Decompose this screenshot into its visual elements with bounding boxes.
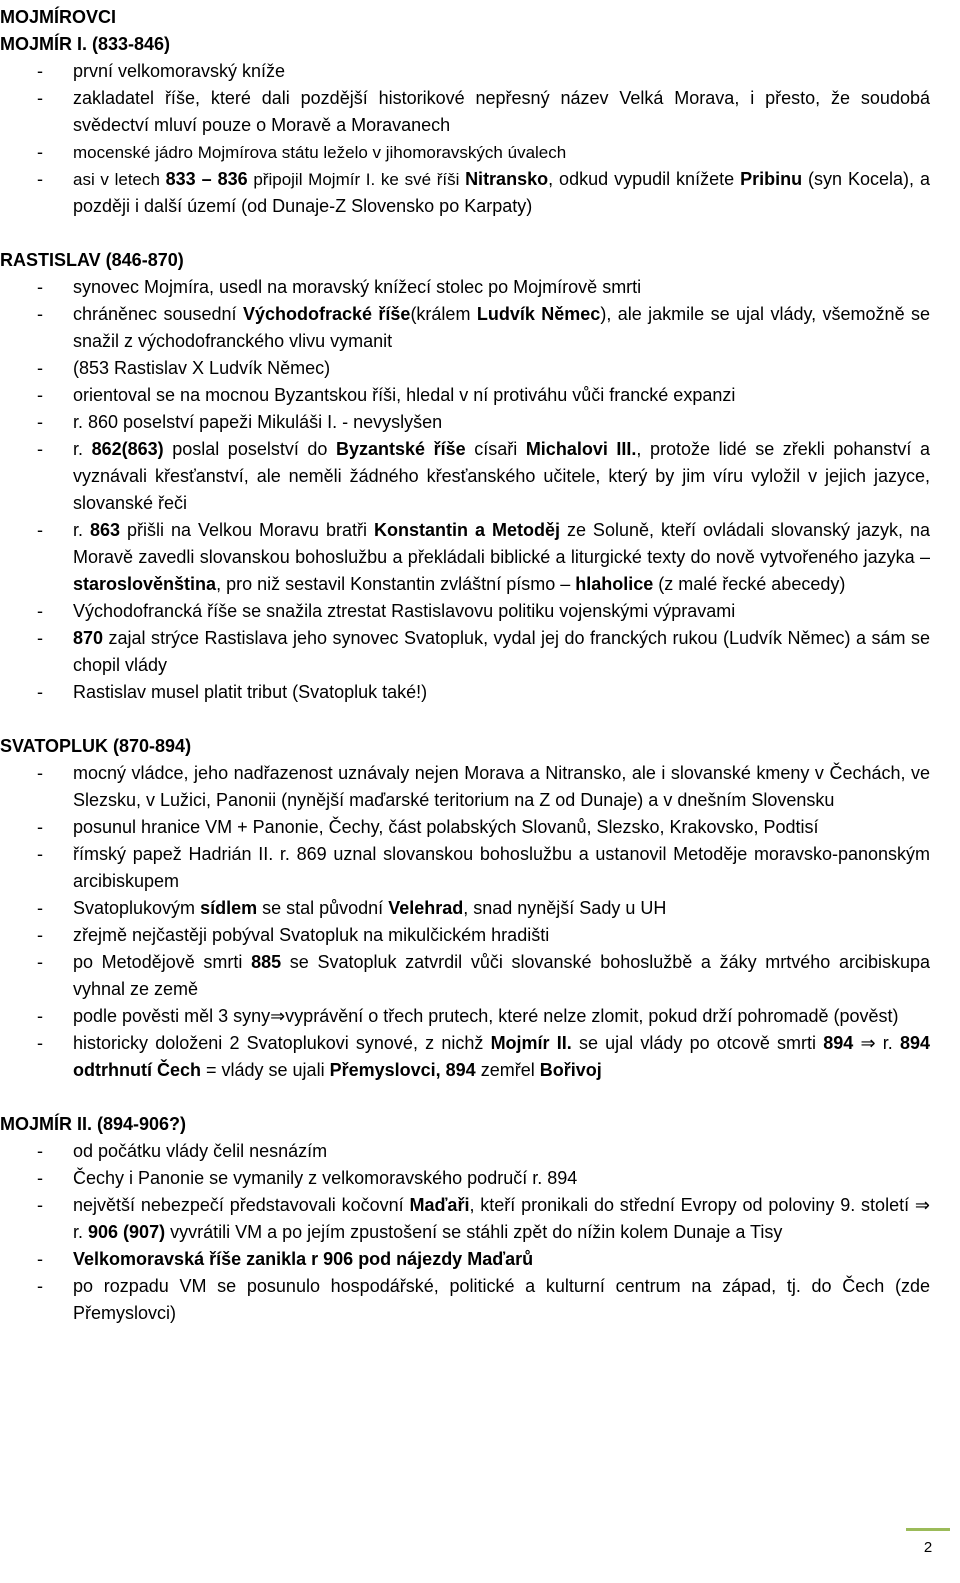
text-run: první velkomoravský kníže [73, 61, 286, 81]
text-run: posunul hranice VM + Panonie, Čechy, část polabských Slovanů, Slezsko, Krakovsko, Podtisí [73, 817, 819, 837]
text-run: r. 860 poselství papeži Mikuláši I. - nevyslyšen [73, 412, 443, 432]
bold-text: Přemyslovci, 894 [329, 1060, 476, 1080]
text-run: císaři [465, 439, 526, 459]
text-run: poslal poselství do [163, 439, 337, 459]
section [0, 1111, 930, 1327]
bullet-dash: - [37, 412, 43, 432]
list-item [0, 382, 930, 409]
bold-text: Byzantské říše [336, 439, 466, 459]
text-run: synovec Mojmíra, usedl na moravský knížecí stolec po Mojmírově smrti [73, 277, 642, 297]
bullet-dash: - [37, 898, 43, 918]
document-content [0, 4, 930, 1327]
bullet-list [0, 58, 930, 220]
bullet-dash: - [37, 358, 43, 378]
text-run: přišli na Velkou Moravu bratři [120, 520, 374, 540]
text-run: , pro niž sestavil Konstantin zvláštní písmo – [216, 574, 576, 594]
bold-text: Mojmír II. [490, 1033, 572, 1053]
bullet-dash: - [37, 925, 43, 945]
bullet-dash: - [37, 385, 43, 405]
text-run: ze Soluně, kteří ovládali slovanský jazyk, na Moravě zavedli slovanskou bohoslužbu a překládali biblické a liturgické texty do nově vytvořeného jazyka – [73, 520, 930, 567]
text-run: ⇒ r. [853, 1033, 900, 1053]
list-item [0, 517, 930, 598]
bold-text: 863 [89, 520, 121, 540]
list-item [0, 1165, 930, 1192]
section [0, 31, 930, 220]
text-run: ), ale jakmile se ujal vlády, všemožně se snažil z východofranckého vlivu vymanit [73, 304, 930, 351]
list-item [0, 58, 930, 85]
bullet-dash: - [37, 1276, 43, 1296]
list-item [0, 1273, 930, 1327]
list-item [0, 274, 930, 301]
list-item [0, 625, 930, 679]
bullet-list [0, 274, 930, 706]
bold-text: Pribinu [740, 169, 803, 189]
bold-text: Ludvík Němec [476, 304, 601, 324]
text-run: se Svatopluk zatvrdil vůči slovanské bohoslužbě a žáky mrtvého arcibiskupa vyhnal ze země [73, 952, 930, 999]
bold-text: staroslověnština [73, 574, 217, 594]
section [0, 247, 930, 706]
list-item [0, 85, 930, 139]
bullet-dash: - [37, 304, 43, 324]
bullet-dash: - [37, 1033, 43, 1053]
text-run: od počátku vlády čelil nesnázím [73, 1141, 328, 1161]
text-run: (853 Rastislav X Ludvík Němec) [73, 358, 331, 378]
bullet-dash: - [37, 817, 43, 837]
text-run: Čechy i Panonie se vymanily z velkomoravského područí r. 894 [73, 1168, 578, 1188]
bullet-dash: - [37, 277, 43, 297]
text-run: zřejmě nejčastěji pobýval Svatopluk na mikulčickém hradišti [73, 925, 550, 945]
bold-text: 894 odtrhnutí Čech [73, 1033, 930, 1080]
list-item [0, 814, 930, 841]
list-item [0, 139, 930, 166]
list-item [0, 355, 930, 382]
text-run: po rozpadu VM se posunulo hospodářské, politické a kulturní centrum na západ, tj. do Čech (zde Přemyslovci) [73, 1276, 930, 1323]
list-item [0, 166, 930, 220]
list-item [0, 598, 930, 625]
bold-text: Východofracké říše [242, 304, 411, 324]
bullet-dash: - [37, 1195, 43, 1215]
text-run: zakladatel říše, které dali pozdější historikové nepřesný název Velká Morava, i přesto, že soudobá svědectví mluví pouze o Moravě a Moravanech [73, 88, 930, 135]
bold-text: 862(863) [91, 439, 164, 459]
bullet-dash: - [37, 682, 43, 702]
text-run: chráněnec sousední [73, 304, 243, 324]
bullet-dash: - [37, 844, 43, 864]
section-heading: MOJMÍR I. (833-846) [0, 34, 171, 54]
list-item [0, 1030, 930, 1084]
bold-text: 870 [73, 628, 104, 648]
bullet-dash: - [37, 520, 43, 540]
bullet-dash: - [37, 628, 43, 648]
bold-text: Velehrad [388, 898, 464, 918]
section-heading: MOJMÍR II. (894-906?) [0, 1114, 187, 1134]
bold-text: sídlem [200, 898, 258, 918]
text-run: zemřel [475, 1060, 540, 1080]
bold-text: 906 (907) [88, 1222, 166, 1242]
text-run: (králem [410, 304, 477, 324]
text-run: největší nebezpečí představovali kočovní [73, 1195, 410, 1215]
bold-text: Maďaři [409, 1195, 470, 1215]
bold-text: 885 [251, 952, 282, 972]
text-run: r. [73, 520, 90, 540]
section-heading: SVATOPLUK (870-894) [0, 736, 192, 756]
text-run: , kteří pronikali do střední Evropy od poloviny 9. století ⇒ r. [73, 1195, 930, 1242]
text-run: Východofrancká říše se snažila ztrestat Rastislavovu politiku vojenskými výpravami [73, 601, 736, 621]
text-run: vyvrátili VM a po jejím zpustošení se stáhli zpět do nížin kolem Dunaje a Tisy [165, 1222, 783, 1242]
list-item [0, 409, 930, 436]
text-run: mocenské jádro Mojmírova státu leželo v jihomoravských úvalech [73, 143, 567, 162]
bullet-dash: - [37, 763, 43, 783]
bullet-dash: - [37, 1249, 43, 1269]
text-run: (syn Kocela), a později i další území (od Dunaje-Z Slovensko po Karpaty) [73, 169, 930, 216]
text-run: Svatoplukovým [73, 898, 201, 918]
bullet-dash: - [37, 88, 43, 108]
text-run: římský papež Hadrián II. r. 869 uznal slovanskou bohoslužbu a ustanovil Metoděje moravsko-panonským arcibiskupem [73, 844, 930, 891]
bold-text: Nitransko [465, 169, 549, 189]
bullet-dash: - [37, 439, 43, 459]
page-number: 2 [906, 1528, 950, 1573]
list-item [0, 1138, 930, 1165]
list-item [0, 436, 930, 517]
text-run: = vlády se ujali [201, 1060, 330, 1080]
text-run: asi v letech [73, 170, 166, 189]
bullet-dash: - [37, 169, 43, 189]
text-run: , odkud vypudil knížete [548, 169, 741, 189]
list-item [0, 895, 930, 922]
bold-text: hlaholice [575, 574, 654, 594]
bullet-dash: - [37, 1006, 43, 1026]
list-item [0, 1003, 930, 1030]
text-run: mocný vládce, jeho nadřazenost uznávaly nejen Morava a Nitransko, ale i slovanské kmeny v Čechách, ve Slezsku, v Lužici, Panonii (nynější maďarské teritorium na Z od Dunaje) a v dnešním Slovensku [73, 763, 930, 810]
bullet-dash: - [37, 61, 43, 81]
list-item [0, 949, 930, 1003]
bullet-dash: - [37, 601, 43, 621]
bullet-dash: - [37, 142, 43, 162]
list-item [0, 760, 930, 814]
text-run: orientoval se na mocnou Byzantskou říši, hledal v ní protiváhu vůči francké expanzi [73, 385, 736, 405]
text-run: , protože lidé se zřekli pohanství a vyznávali křesťanství, ale neměli žádného křesťanského učitele, který by jim víru vyložil v jejich jazyce, slovanské řeči [73, 439, 930, 513]
bold-text: 833 – 836 [165, 169, 248, 189]
bold-text: Konstantin a Metoděj [374, 520, 560, 540]
text-run: zajal strýce Rastislava jeho synovec Svatopluk, vydal jej do franckých rukou (Ludvík Němec) a sám se chopil vlády [73, 628, 930, 675]
text-run: připojil Mojmír I. ke své říši [247, 170, 466, 189]
list-item [0, 1192, 930, 1246]
bold-text: Michalovi III. [525, 439, 637, 459]
text-run: , snad nynější Sady u UH [463, 898, 667, 918]
bullet-dash: - [37, 952, 43, 972]
list-item [0, 841, 930, 895]
text-run: r. [73, 439, 92, 459]
bullet-list [0, 760, 930, 1084]
list-item [0, 679, 930, 706]
list-item [0, 301, 930, 355]
bold-text: Velkomoravská říše zanikla r 906 pod nájezdy Maďarů [73, 1249, 534, 1269]
section [0, 733, 930, 1084]
text-run: Rastislav musel platit tribut (Svatopluk také!) [73, 682, 428, 702]
bold-text: Bořivoj [539, 1060, 602, 1080]
document-title: MOJMÍROVCI [0, 7, 117, 27]
text-run: historicky doloženi 2 Svatoplukovi synové, z nichž [73, 1033, 491, 1053]
list-item [0, 1246, 930, 1273]
bullet-dash: - [37, 1141, 43, 1161]
list-item [0, 922, 930, 949]
text-run: (z malé řecké abecedy) [653, 574, 846, 594]
bullet-dash: - [37, 1168, 43, 1188]
text-run: podle pověsti měl 3 syny⇒vyprávění o třech prutech, které nelze zlomit, pokud drží pohromadě (pověst) [73, 1006, 899, 1026]
text-run: se ujal vlády po otcově smrti [571, 1033, 824, 1053]
bullet-list [0, 1138, 930, 1327]
section-heading: RASTISLAV (846-870) [0, 250, 184, 270]
bold-text: 894 [823, 1033, 854, 1053]
text-run: se stal původní [257, 898, 389, 918]
text-run: po Metodějově smrti [73, 952, 252, 972]
